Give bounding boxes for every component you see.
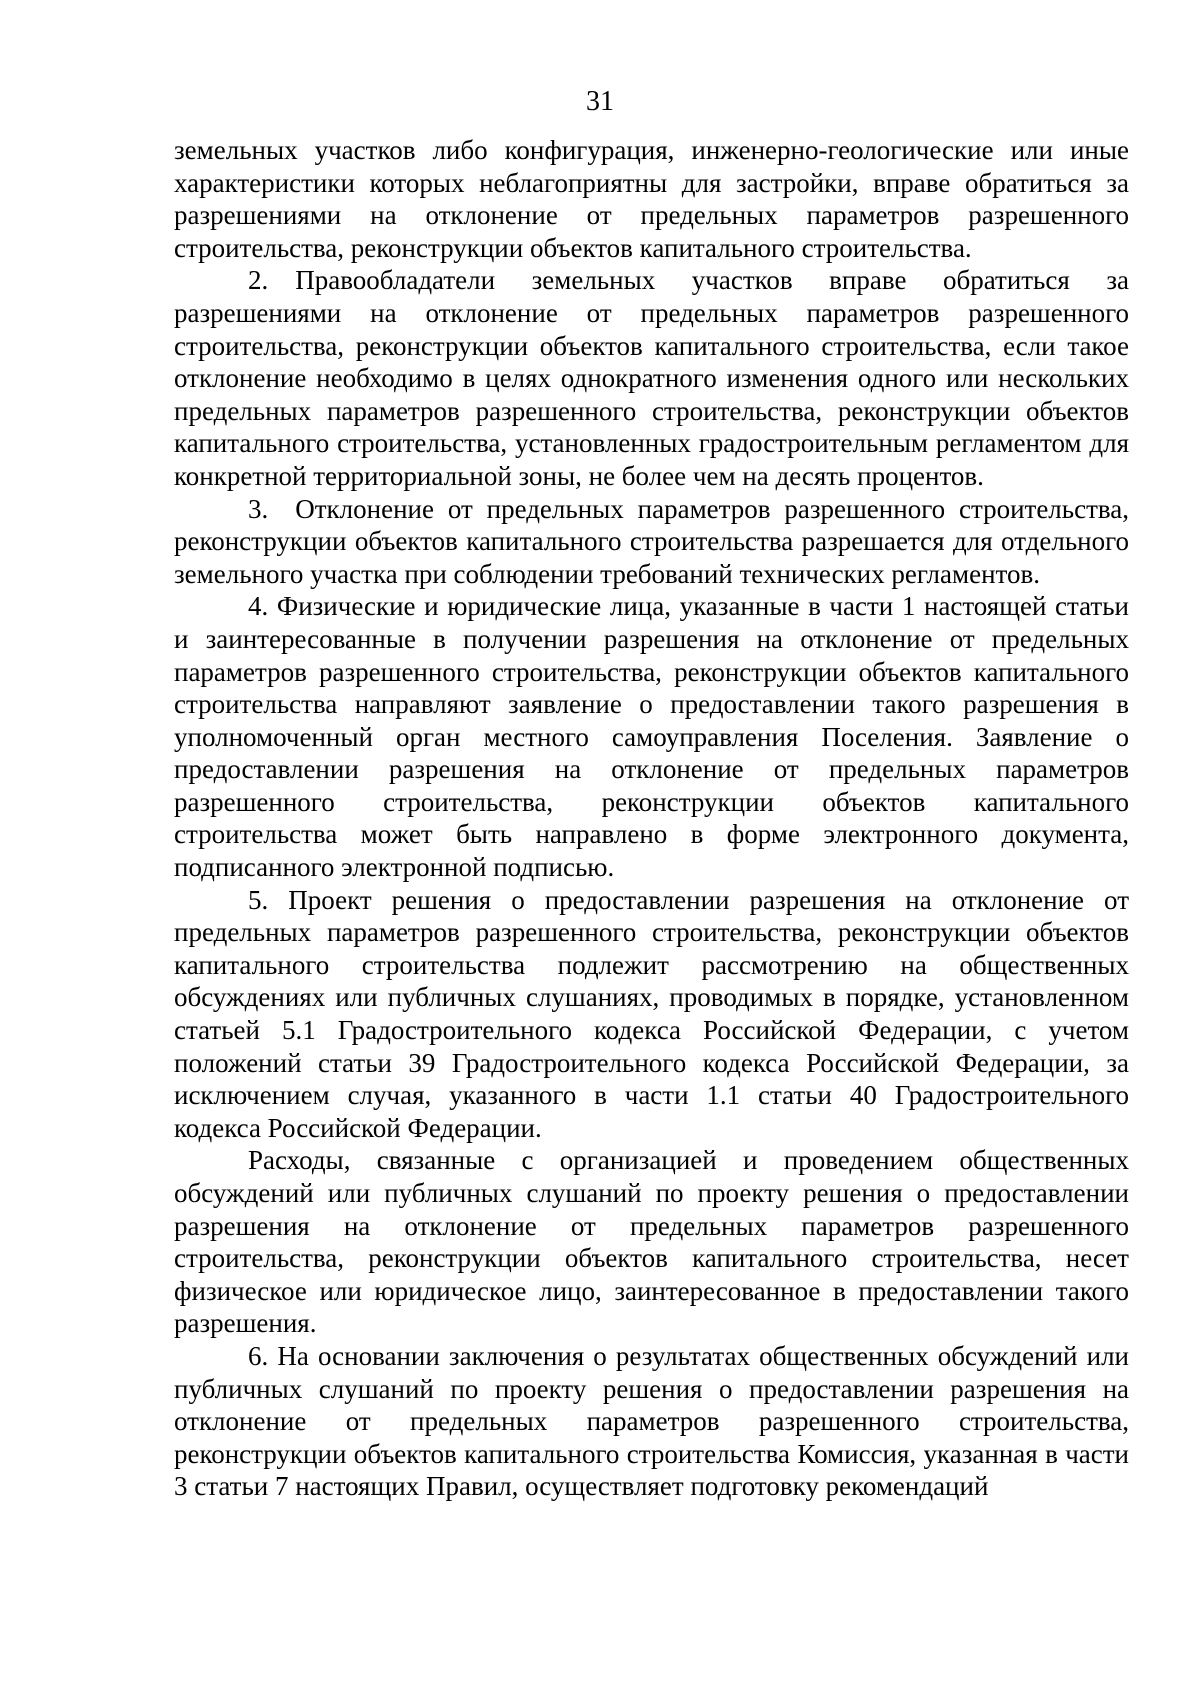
- document-body: [174, 134, 1129, 1503]
- paragraph-expenses: Расходы, связанные с организацией и проведением общественных обсуждений или публичных слушаний по проекту решения о предоставлении разрешения на отклонение от предельных параметров разрешенного строительства, реконструкции объектов капитального строительства, несет физическое или юридическое лицо, заинтересованное в предоставлении такого разрешения.: [174, 1145, 1129, 1339]
- paragraph-item-6: 6. На основании заключения о результатах общественных обсуждений или публичных слушаний по проекту решения о предоставлении разрешения на отклонение от предельных параметров разрешенного строительства, реконструкции объектов капитального строительства Комиссия, указанная в части 3 статьи 7 настоящих Правил, осуществляет подготовку рекомендаций: [174, 1340, 1129, 1502]
- paragraph-item-2: 2. Правообладатели земельных участков вправе обратиться за разрешениями на отклонение от предельных параметров разрешенного строительства, реконструкции объектов капитального строительства, если такое отклонение необходимо в целях однократного изменения одного или нескольких предельных параметров разрешенного строительства, реконструкции объектов капитального строительства, установленных градостроительным регламентом для конкретной территориальной зоны, не более чем на десять процентов.: [174, 265, 1129, 491]
- paragraph-item-5: 5. Проект решения о предоставлении разрешения на отклонение от предельных параметров разрешенного строительства, реконструкции объектов капитального строительства подлежит рассмотрению на общественных обсуждениях или публичных слушаниях, проводимых в порядке, установленном статьей 5.1 Градостроительного кодекса Российской Федерации, с учетом положений статьи 39 Градостроительного кодекса Российской Федерации, за исключением случая, указанного в части 1.1 статьи 40 Градостроительного кодекса Российской Федерации.: [174, 884, 1129, 1143]
- paragraph-item-4: 4. Физические и юридические лица, указанные в части 1 настоящей статьи и заинтересованные в получении разрешения на отклонение от предельных параметров разрешенного строительства, реконструкции объектов капитального строительства направляют заявление о предоставлении такого разрешения в уполномоченный орган местного самоуправления Поселения. Заявление о предоставлении разрешения на отклонение от предельных параметров разрешенного строительства, реконструкции объектов капитального строительства может быть направлено в форме электронного документа, подписанного электронной подписью.: [174, 591, 1129, 883]
- paragraph-item-3: 3. Отклонение от предельных параметров разрешенного строительства, реконструкции объектов капитального строительства разрешается для отдельного земельного участка при соблюдении требований технических регламентов.: [174, 493, 1129, 589]
- paragraph-continuation: земельных участков либо конфигурация, инженерно-геологические или иные характеристики которых неблагоприятны для застройки, вправе обратиться за разрешениями на отклонение от предельных параметров разрешенного строительства, реконструкции объектов капитального строительства.: [174, 135, 1129, 263]
- page-number: 31: [586, 86, 614, 117]
